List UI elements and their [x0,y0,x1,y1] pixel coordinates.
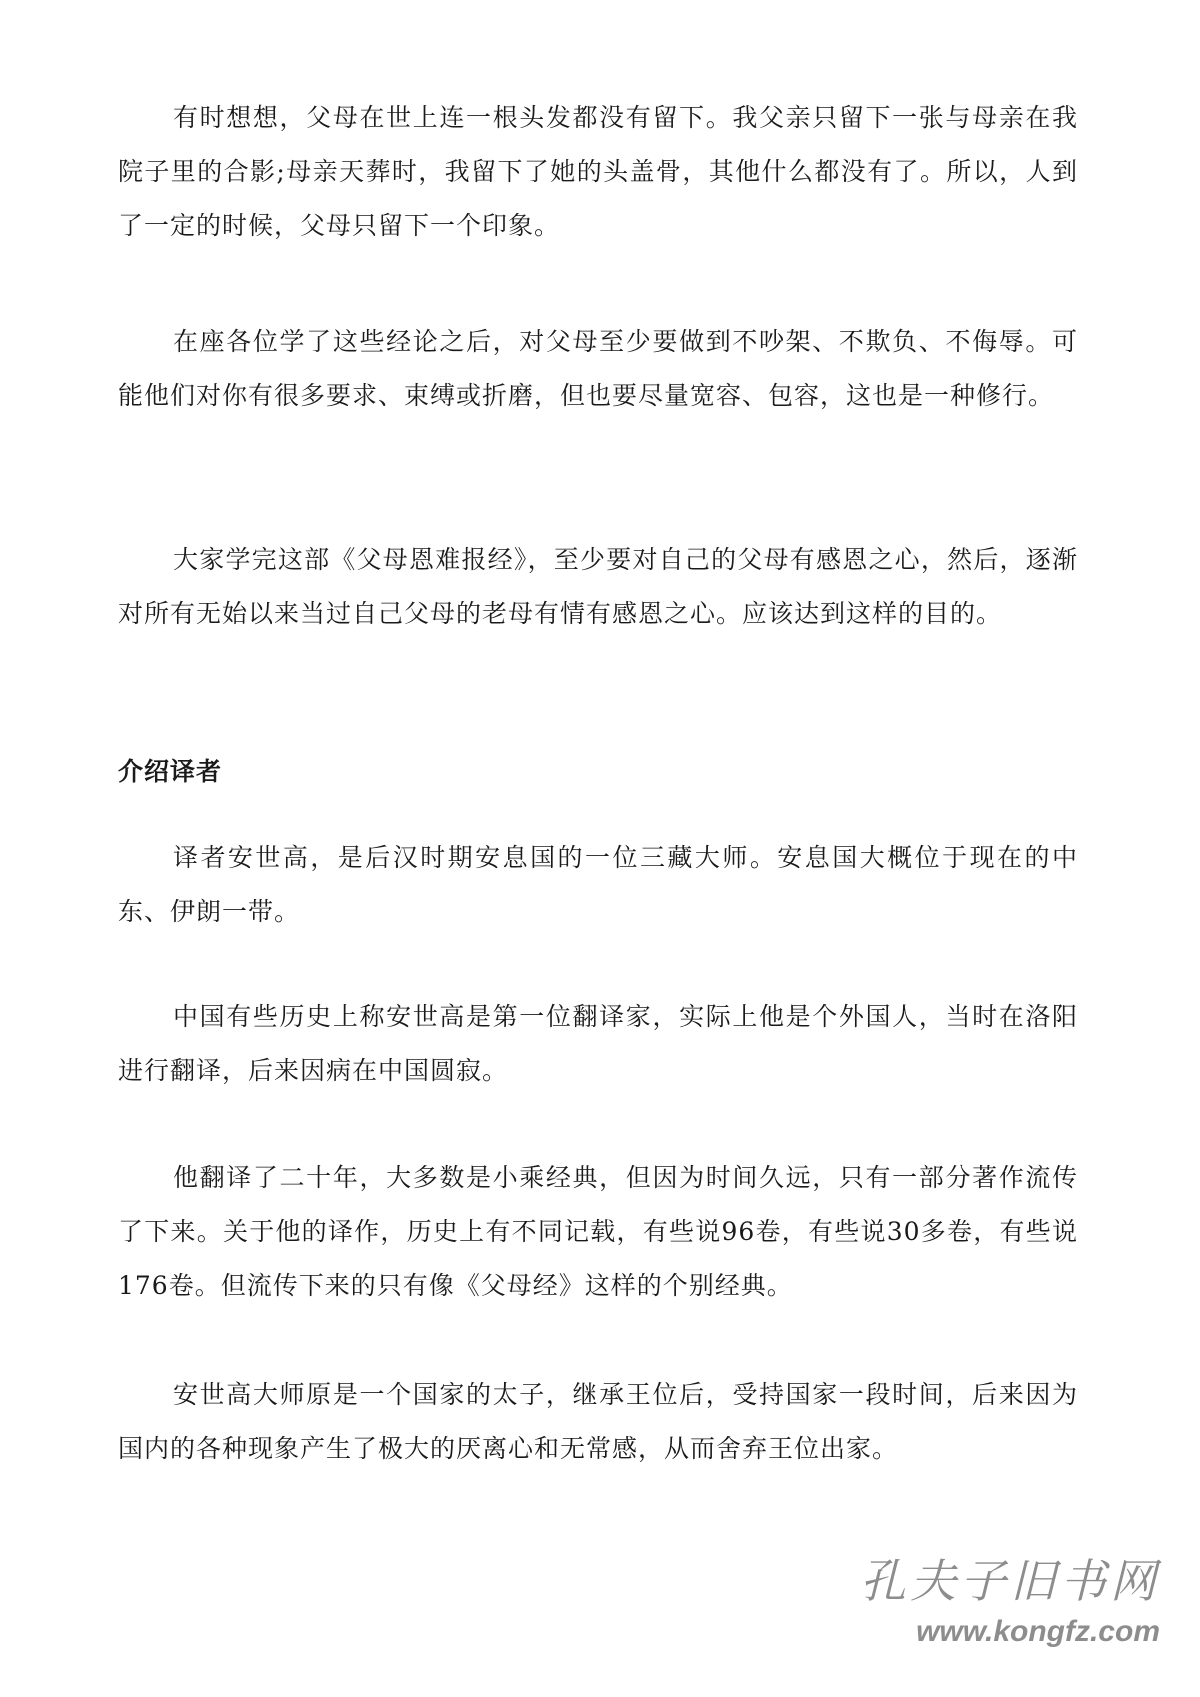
section-heading: 介绍译者 [118,757,223,786]
paragraph: 在座各位学了这些经论之后，对父母至少要做到不吵架、不欺负、不侮辱。可能他们对你有很多要求、束缚或折磨，但也要尽量宽容、包容，这也是一种修行。 [118,327,1078,410]
watermark [860,1545,1160,1649]
paragraph: 中国有些历史上称安世高是第一位翻译家，实际上他是个外国人，当时在洛阳进行翻译，后来因病在中国圆寂。 [118,1002,1078,1085]
paragraph: 安世高大师原是一个国家的太子，继承王位后，受持国家一段时间，后来因为国内的各种现象产生了极大的厌离心和无常感，从而舍弃王位出家。 [118,1380,1078,1463]
paragraph: 他翻译了二十年，大多数是小乘经典，但因为时间久远，只有一部分著作流传了下来。关于他的译作，历史上有不同记载，有些说96卷，有些说30多卷，有些说176卷。但流传下来的只有像《父母经》这样的个别经典。 [118,1163,1078,1300]
watermark-name: 孔夫子旧书网 [860,1554,1160,1608]
paragraph: 大家学完这部《父母恩难报经》，至少要对自己的父母有感恩之心，然后，逐渐对所有无始以来当过自己父母的老母有情有感恩之心。应该达到这样的目的。 [118,545,1078,628]
paragraph: 译者安世高，是后汉时期安息国的一位三藏大师。安息国大概位于现在的中东、伊朗一带。 [118,843,1078,926]
watermark-url: www.kongfz.com [916,1615,1160,1648]
paragraph: 有时想想，父母在世上连一根头发都没有留下。我父亲只留下一张与母亲在我院子里的合影;母亲天葬时，我留下了她的头盖骨，其他什么都没有了。所以，人到了一定的时候，父母只留下一个印象。 [118,103,1078,240]
